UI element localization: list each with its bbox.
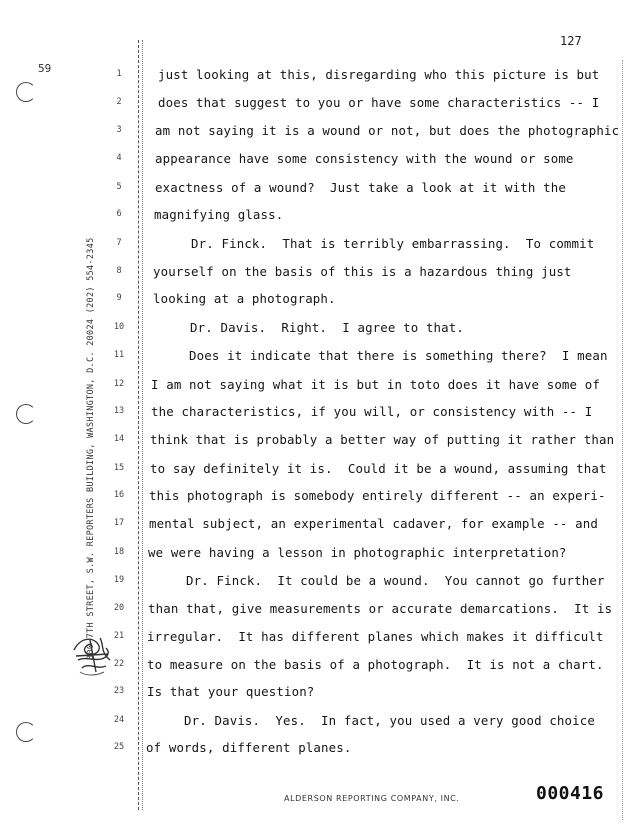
line-number: 21 bbox=[113, 631, 125, 641]
line-number: 11 bbox=[113, 350, 125, 360]
line-number: 12 bbox=[113, 379, 125, 389]
margin-rule bbox=[142, 40, 143, 810]
line-number: 18 bbox=[113, 547, 125, 557]
line-number: 16 bbox=[113, 490, 125, 500]
transcript-line: I am not saying what it is but in toto does it have some of bbox=[151, 377, 600, 392]
line-number: 2 bbox=[116, 97, 122, 107]
transcript-line: does that suggest to you or have some characteristics -- I bbox=[158, 95, 600, 110]
transcript-line: than that, give measurements or accurate demarcations. It is bbox=[148, 601, 613, 616]
stamp-mark-icon bbox=[70, 632, 114, 678]
transcript-line: Does it indicate that there is something there? I mean bbox=[151, 348, 608, 363]
transcript-line: of words, different planes. bbox=[146, 740, 352, 755]
transcript-line: irregular. It has different planes which makes it difficult bbox=[147, 629, 604, 644]
transcript-line: Dr. Davis. Right. I agree to that. bbox=[152, 320, 465, 335]
transcript-line: to measure on the basis of a photograph. It is not a chart. bbox=[147, 657, 604, 672]
line-number: 10 bbox=[113, 322, 125, 332]
transcript-line: looking at a photograph. bbox=[153, 291, 336, 306]
line-number: 5 bbox=[116, 182, 122, 192]
transcript-line: think that is probably a better way of putting it rather than bbox=[150, 432, 615, 447]
transcript-line: to say definitely it is. Could it be a wound, assuming that bbox=[150, 461, 607, 476]
margin-address bbox=[86, 160, 100, 660]
transcript-line: this photograph is somebody entirely different -- an experi- bbox=[149, 488, 606, 503]
line-number: 3 bbox=[116, 125, 122, 135]
margin-rule bbox=[138, 40, 139, 810]
transcript-line: yourself on the basis of this is a hazardous thing just bbox=[153, 264, 572, 279]
transcript-line: appearance have some consistency with the wound or some bbox=[155, 151, 574, 166]
bates-number: 000416 bbox=[536, 783, 605, 804]
line-number: 19 bbox=[113, 575, 125, 585]
transcript-line: Dr. Davis. Yes. In fact, you used a very good choice bbox=[146, 713, 595, 728]
transcript-line: magnifying glass. bbox=[154, 207, 284, 222]
line-number: 1 bbox=[116, 69, 122, 79]
binder-hole-icon bbox=[16, 82, 36, 102]
transcript-line: just looking at this, disregarding who this picture is but bbox=[158, 67, 600, 82]
line-number: 6 bbox=[116, 209, 122, 219]
line-number: 4 bbox=[116, 153, 122, 163]
transcript-line: the characteristics, if you will, or consistency with -- I bbox=[151, 404, 593, 419]
binder-hole-icon bbox=[16, 722, 36, 742]
line-number: 7 bbox=[116, 238, 122, 248]
transcript-line: exactness of a wound? Just take a look at it with the bbox=[155, 180, 566, 195]
transcript-line: Is that your question? bbox=[147, 684, 315, 699]
line-number: 14 bbox=[113, 434, 125, 444]
transcript-line: mental subject, an experimental cadaver, for example -- and bbox=[149, 516, 598, 531]
page-number: 127 bbox=[560, 34, 582, 48]
line-number: 25 bbox=[113, 742, 125, 752]
line-number: 20 bbox=[113, 603, 125, 613]
transcript-line: Dr. Finck. It could be a wound. You cannot go further bbox=[148, 573, 605, 588]
line-number: 23 bbox=[113, 686, 125, 696]
footer-company: ALDERSON REPORTING COMPANY, INC. bbox=[284, 794, 460, 803]
transcript-line: we were having a lesson in photographic interpretation? bbox=[148, 545, 567, 560]
line-number: 8 bbox=[116, 266, 122, 276]
line-number: 24 bbox=[113, 715, 125, 725]
sheet-number: 59 bbox=[38, 62, 52, 75]
transcript-line: am not saying it is a wound or not, but does the photographic bbox=[155, 123, 620, 138]
margin-address-text: 300 7TH STREET, S.W. REPORTERS BUILDING, WASHINGTON, D.C. 20024 (202) 554-2345 bbox=[86, 237, 96, 660]
line-number: 9 bbox=[116, 293, 122, 303]
right-margin-rule bbox=[622, 60, 623, 820]
binder-hole-icon bbox=[16, 404, 36, 424]
line-number: 22 bbox=[113, 659, 125, 669]
line-number: 13 bbox=[113, 406, 125, 416]
transcript-line: Dr. Finck. That is terribly embarrassing. To commit bbox=[153, 236, 595, 251]
line-number: 17 bbox=[113, 518, 125, 528]
line-number: 15 bbox=[113, 463, 125, 473]
